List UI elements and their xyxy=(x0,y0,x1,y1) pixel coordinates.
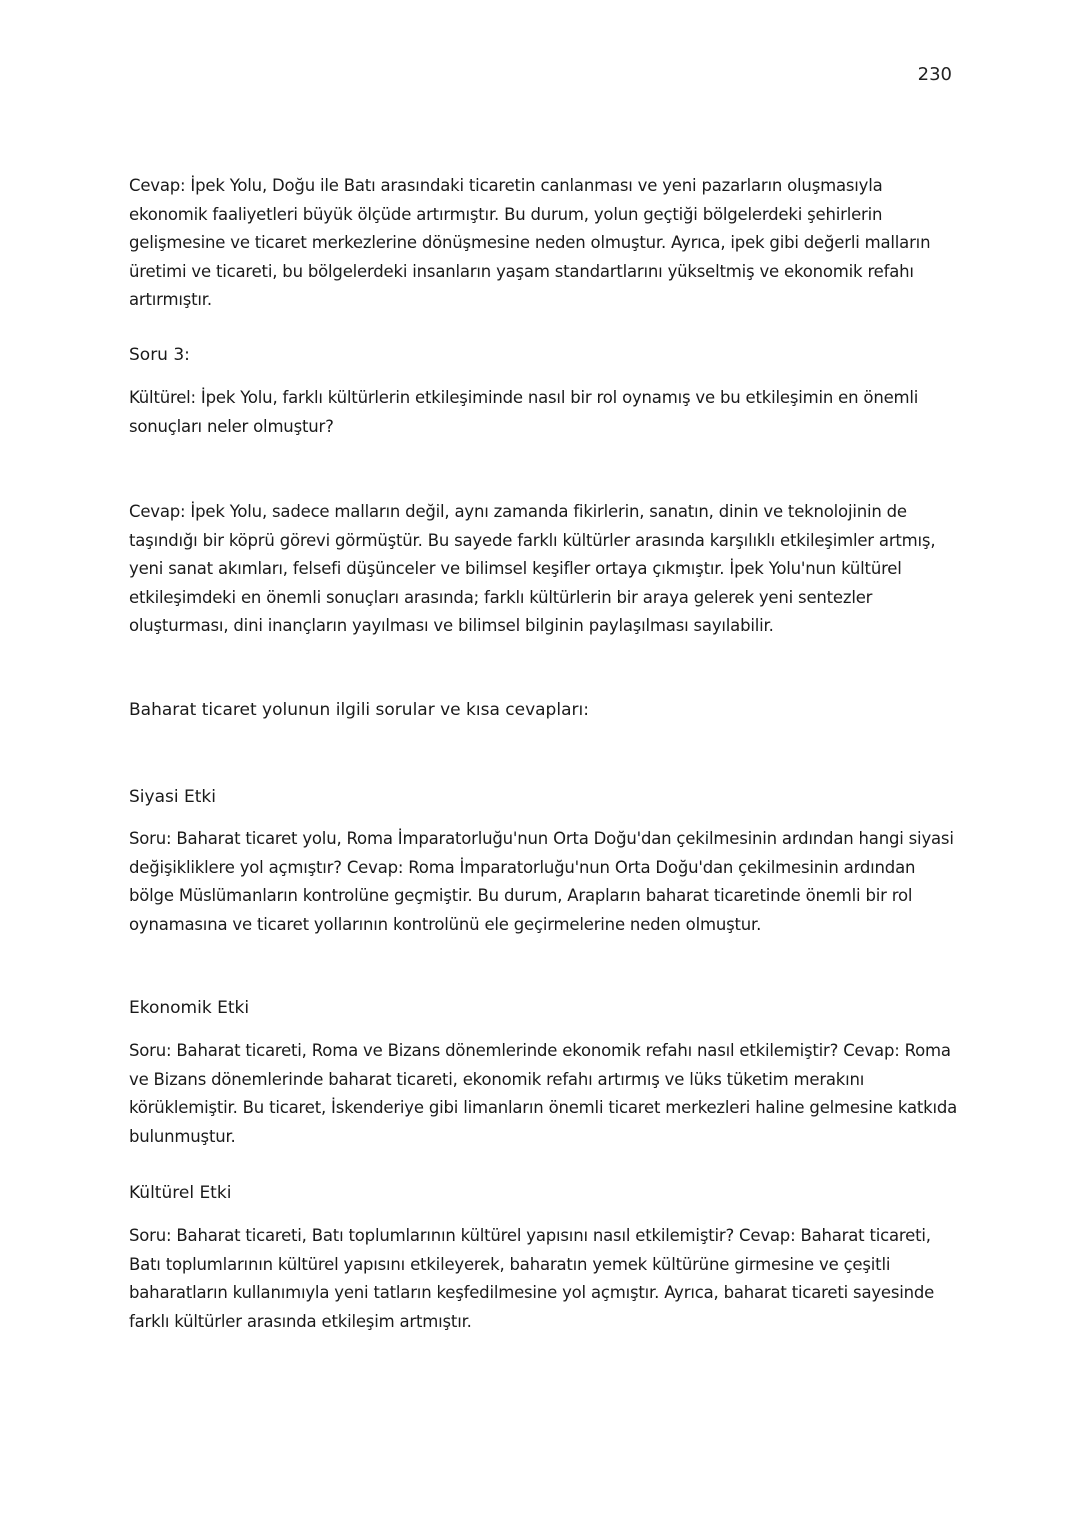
page-number: 230 xyxy=(917,64,952,85)
spice-route-intro: Baharat ticaret yolunun ilgili sorular ve kısa cevapları: xyxy=(129,700,589,720)
political-effect-heading: Siyasi Etki xyxy=(129,787,216,807)
answer-2-paragraph: Cevap: İpek Yolu, Doğu ile Batı arasındaki ticaretin canlanması ve yeni pazarların oluşmasıyla ekonomik faaliyetleri büyük ölçüde artırmıştır. Bu durum, yolun geçtiği bölgelerdeki şehirlerin gelişmesine ve ticaret merkezlerine dönüşmesine neden olmuştur. Ayrıca, ipek gibi değerli malların üretimi ve ticareti, bu bölgelerdeki insanların yaşam standartlarını yükseltmiş ve ekonomik refahı artırmıştır. xyxy=(129,176,931,309)
cultural-effect-text: Soru: Baharat ticareti, Batı toplumlarının kültürel yapısını nasıl etkilemiştir? Cevap: Baharat ticareti, Batı toplumlarının kültürel yapısını etkileyerek, baharatın yemek kültürüne girmesine ve çeşitli baharatların kullanımıyla yeni tatların keşfedilmesine yol açmıştır. Ayrıca, baharat ticareti sayesinde farklı kültürler arasında etkileşim artmıştır. xyxy=(129,1226,935,1331)
economic-effect-text: Soru: Baharat ticareti, Roma ve Bizans dönemlerinde ekonomik refahı nasıl etkilemiştir? Cevap: Roma ve Bizans dönemlerinde baharat ticareti, ekonomik refahı artırmış ve lüks tüketim merakını körüklemiştir. Bu ticaret, İskenderiye gibi limanların önemli ticaret merkezleri haline gelmesine katkıda bulunmuştur. xyxy=(129,1041,958,1146)
answer-3-paragraph: Cevap: İpek Yolu, sadece malların değil, aynı zamanda fikirlerin, sanatın, dinin ve teknolojinin de taşındığı bir köprü görevi görmüştür. Bu sayede farklı kültürler arasında karşılıklı etkileşimler artmış, yeni sanat akımları, felsefi düşünceler ve bilimsel keşifler ortaya çıkmıştır. İpek Yolu'nun kültürel etkileşimdeki en önemli sonuçları arasında; farklı kültürlerin bir araya gelerek yeni sentezler oluşturması, dini inançların yayılması ve bilimsel bilginin paylaşılması sayılabilir. xyxy=(129,502,936,635)
political-effect-text: Soru: Baharat ticaret yolu, Roma İmparatorluğu'nun Orta Doğu'dan çekilmesinin ardından hangi siyasi değişikliklere yol açmıştır? Cevap: Roma İmparatorluğu'nun Orta Doğu'dan çekilmesinin ardından bölge Müslümanların kontrolüne geçmiştir. Bu durum, Arapların baharat ticaretinde önemli bir rol oynamasına ve ticaret yollarının kontrolünü ele geçirmelerine neden olmuştur. xyxy=(129,829,954,934)
question-3-text: Kültürel: İpek Yolu, farklı kültürlerin etkileşiminde nasıl bir rol oynamış ve bu etkileşimin en önemli sonuçları neler olmuştur? xyxy=(129,388,919,436)
question-3-label: Soru 3: xyxy=(129,345,190,365)
economic-effect-heading: Ekonomik Etki xyxy=(129,998,250,1018)
cultural-effect-heading: Kültürel Etki xyxy=(129,1183,232,1203)
